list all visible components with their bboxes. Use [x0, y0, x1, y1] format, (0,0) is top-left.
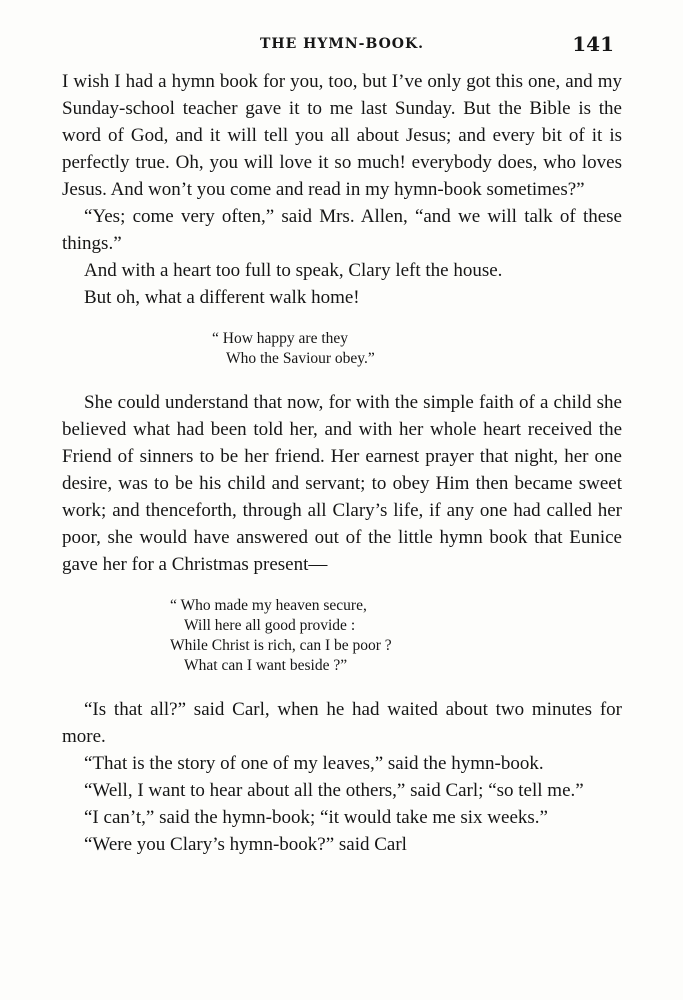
paragraph: “Yes; come very often,” said Mrs. Allen, “and we will talk of these things.” — [62, 206, 622, 254]
hymn-verse — [62, 329, 622, 369]
verse-line: Will here all good provide : — [184, 617, 356, 634]
paragraph: And with a heart too full to speak, Clary left the house. — [84, 260, 503, 281]
verse-line: While Christ is rich, can I be poor ? — [170, 637, 392, 654]
paragraph: “I can’t,” said the hymn-book; “it would take me six weeks.” — [84, 807, 548, 828]
paragraph: She could understand that now, for with the simple faith of a child she believed what had been told her, and with her whole heart received the Friend of sinners to be her friend. Her earnest prayer that night, her one desire, was to be his child and servant; to obey Him then became sweet work; and thenceforth, through all Clary’s life, if any one had called her poor, she would have answered out of the little hymn book that Eunice gave her for a Christmas present— — [62, 392, 622, 575]
paragraph: “Well, I want to hear about all the others,” said Carl; “so tell me.” — [84, 780, 584, 801]
running-head: THE HYMN-BOOK. — [259, 36, 425, 52]
paragraph: “That is the story of one of my leaves,” said the hymn-book. — [84, 753, 544, 774]
hymn-verse — [62, 596, 622, 676]
paragraph: I wish I had a hymn book for you, too, but I’ve only got this one, and my Sunday-school teacher gave it to me last Sunday. But the Bible is the word of God, and it will tell you all about Jesus; and every bit of it is perfectly true. Oh, you will love it so much! everybody does, who loves Jesus. And won’t you come and read in my hymn-book sometimes?” — [62, 71, 622, 200]
paragraph: “Is that all?” said Carl, when he had waited about two minutes for more. — [62, 699, 622, 747]
verse-line: “ How happy are they — [212, 330, 349, 347]
page-number: 141 — [572, 32, 614, 56]
page-header — [62, 34, 622, 56]
verse-line: “ Who made my heaven secure, — [170, 597, 367, 614]
page-body — [62, 68, 622, 858]
verse-line: What can I want beside ?” — [184, 657, 348, 674]
verse-line: Who the Saviour obey.” — [226, 350, 375, 367]
paragraph: “Were you Clary’s hymn-book?” said Carl — [84, 834, 407, 855]
paragraph: But oh, what a different walk home! — [84, 287, 360, 308]
